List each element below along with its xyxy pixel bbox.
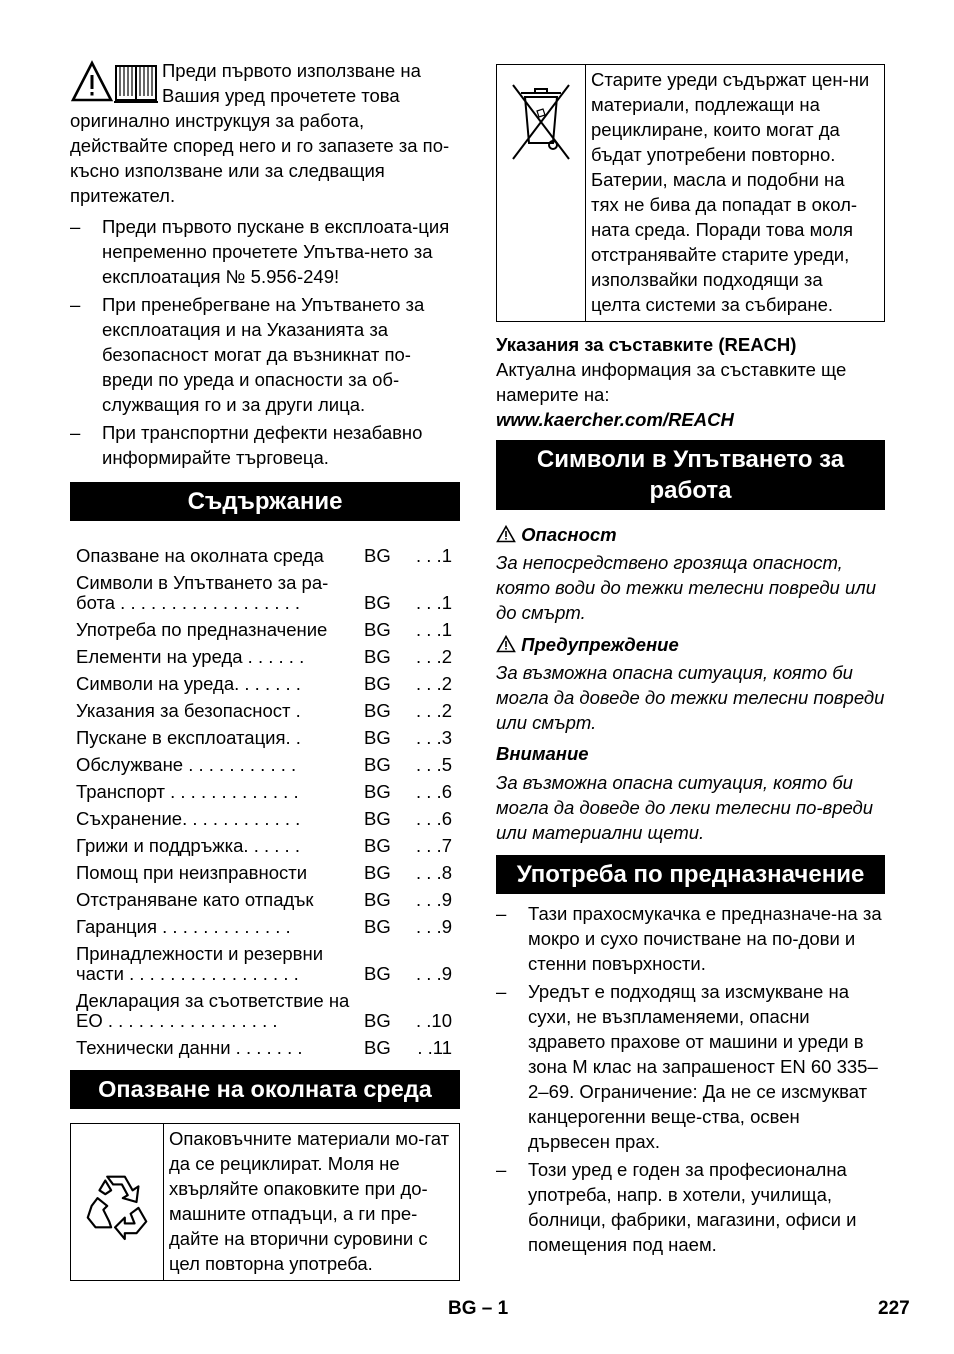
intro-section xyxy=(70,58,460,208)
toc-link[interactable]: Отстраняване като отпадък xyxy=(76,889,314,910)
toc-link[interactable]: Технически данни . . . . . . . xyxy=(76,1037,303,1058)
intro-bullets xyxy=(70,214,460,470)
footer-page-label: BG – 1 xyxy=(448,1298,509,1319)
toc-row: Отстраняване като отпадък BG . . .9 xyxy=(70,883,460,910)
toc-row: Опазване на околната среда BG . . .1 xyxy=(70,539,460,566)
weee-text: Старите уреди съдържат цен-ни материали, подлежащи на рециклиране, които могат да бъдат употребени повторно. Батерии, масла и подобни на тях не бива да попадат в окол-ната среда. Поради това моля отстранявайте старите уреди, използвайки подходящи за целта системи за събиране. xyxy=(591,69,870,315)
toc-link[interactable]: Пускане в експлоатация. . xyxy=(76,727,301,748)
warning-label: Предупреждение xyxy=(521,634,679,655)
toc-link[interactable]: Символи в Упътването за ра-бота . . . . . . . . . . . . . . . . . . xyxy=(76,572,329,613)
toc-link[interactable]: Грижи и поддръжка. . . . . . xyxy=(76,835,300,856)
toc-row: Помощ при неизправности BG . . .8 xyxy=(70,856,460,883)
warning-triangle-icon xyxy=(496,525,516,543)
toc-row: Символи в Упътването за ра-бота . . . . . . . . . . . . . . . . . . BG . . .1 xyxy=(70,566,460,613)
crossed-bin-icon xyxy=(497,65,586,321)
warning-block xyxy=(496,632,885,735)
caution-text: За възможна опасна ситуация, която би могла да доведе до леки телесни по-вреди или материални щети. xyxy=(496,772,874,843)
toc-row: Употреба по предназначение BG . . .1 xyxy=(70,613,460,640)
toc-row: Елементи на уреда . . . . . . BG . . .2 xyxy=(70,640,460,667)
toc-row: Грижи и поддръжка. . . . . . BG . . .7 xyxy=(70,829,460,856)
reach-text: Актуална информация за съставките ще намерите на: xyxy=(496,359,847,405)
reach-section xyxy=(496,332,885,432)
toc-link[interactable]: Указания за безопасност . xyxy=(76,700,301,721)
toc-row: Принадлежности и резервни части . . . . . . . . . . . . . . . . . BG . . .9 xyxy=(70,937,460,984)
list-item: – Този уред е годен за професионална употреба, напр. в хотели, училища, болници, фабрики, магазини, офиси и помещения под наем. xyxy=(496,1159,857,1255)
recycle-text: Опаковъчните материали мо-гат да се рециклират. Моля не хвърляйте опаковките при до-машните отпадъци, а ги пре-дайте на вторични суровини с цел повторна употреба. xyxy=(169,1128,450,1274)
toc-link[interactable]: Съхранение. . . . . . . . . . . . xyxy=(76,808,301,829)
toc-row: Технически данни . . . . . . . BG . .11 xyxy=(70,1031,460,1058)
intro-line-2: Вашия уред прочетете това xyxy=(162,85,400,106)
toc-row: Указания за безопасност . BG . . .2 xyxy=(70,694,460,721)
reach-url-link[interactable]: www.kaercher.com/REACH xyxy=(496,409,734,430)
intro-text: оригинално инструкцуя за работа, действайте според него и го запазете за по-късно използване или за следващия притежател. xyxy=(70,110,450,206)
manual-book-icon xyxy=(114,66,158,102)
footer-page-number: 227 xyxy=(878,1298,910,1319)
toc-link[interactable]: Транспорт . . . . . . . . . . . . . xyxy=(76,781,299,802)
usage-bullets xyxy=(496,901,885,1257)
table-of-contents xyxy=(70,539,460,1058)
toc-row: Транспорт . . . . . . . . . . . . . BG . . .6 xyxy=(70,775,460,802)
toc-row: Символи на уреда. . . . . . . BG . . .2 xyxy=(70,667,460,694)
left-column xyxy=(70,58,460,1281)
toc-link[interactable]: Употреба по предназначение xyxy=(76,619,328,640)
symbols-heading: Символи в Упътването за работа xyxy=(496,440,885,510)
list-item: – Преди първото пускане в експлоата-ция непременно прочетете Упътва-нето за експлоатация № 5.956-249! xyxy=(70,216,450,287)
recycle-icon xyxy=(71,1124,164,1280)
intro-line-1: Преди първото използване на xyxy=(162,60,421,81)
toc-row: Пускане в експлоатация. . BG . . .3 xyxy=(70,721,460,748)
toc-link[interactable]: Символи на уреда. . . . . . . xyxy=(76,673,301,694)
warning-text: За възможна опасна ситуация, която би могла да доведе до тежки телесни повреди или смърт. xyxy=(496,662,885,733)
toc-row: Гаранция . . . . . . . . . . . . . BG . . .9 xyxy=(70,910,460,937)
list-item: – При пренебрегване на Упътването за експлоатация и на Указанията за безопасност могат да възникнат по-вреди по уреда и опасности за об-служващия го и за други лица. xyxy=(70,294,425,415)
toc-row: Обслужване . . . . . . . . . . . BG . . .5 xyxy=(70,748,460,775)
toc-link[interactable]: Помощ при неизправности xyxy=(76,862,308,883)
caution-block xyxy=(496,741,885,845)
warning-and-manual-icons xyxy=(70,60,162,106)
toc-link[interactable]: Принадлежности и резервни части . . . . . . . . . . . . . . . . . xyxy=(76,943,324,984)
list-item: – При транспортни дефекти незабавно информирайте търговеца. xyxy=(70,422,423,468)
toc-link[interactable]: Гаранция . . . . . . . . . . . . . xyxy=(76,916,291,937)
caution-label: Внимание xyxy=(496,743,589,764)
recycle-box xyxy=(70,1123,460,1281)
right-column xyxy=(496,64,885,1257)
usage-heading: Употреба по предназначение xyxy=(496,855,885,894)
toc-link[interactable]: Елементи на уреда . . . . . . xyxy=(76,646,305,667)
warning-triangle-icon xyxy=(496,635,516,653)
environment-heading: Опазване на околната среда xyxy=(70,1070,460,1109)
danger-text: За непосредствено грозяща опасност, която води до тежки телесни повреди или до смърт. xyxy=(496,552,876,623)
weee-box xyxy=(496,64,885,322)
toc-row: Съхранение. . . . . . . . . . . . BG . . .6 xyxy=(70,802,460,829)
toc-link[interactable]: Обслужване . . . . . . . . . . . xyxy=(76,754,297,775)
toc-link[interactable]: Опазване на околната среда xyxy=(76,545,324,566)
toc-row: Декларация за съответствие на ЕО . . . . . . . . . . . . . . . . . BG . .10 xyxy=(70,984,460,1031)
list-item: – Уредът е подходящ за изсмукване на сухи, не възпламеняеми, опасни здравето прахове от машини и уреди в зона М клас на запрашеност EN 60 335–2–69. Ограничение: Да не се изсмукват канцерогенни веще-ства, освен дървесен прах. xyxy=(496,981,878,1152)
reach-title: Указания за съставките (REACH) xyxy=(496,334,797,355)
warning-triangle-icon xyxy=(70,60,162,104)
list-item: – Тази прахосмукачка е предназначе-на за мокро и сухо почистване на по-дови и стенни повърхности. xyxy=(496,903,882,974)
toc-link[interactable]: Декларация за съответствие на ЕО . . . . . . . . . . . . . . . . . xyxy=(76,990,350,1031)
danger-label: Опасност xyxy=(521,524,617,545)
danger-block xyxy=(496,522,885,625)
toc-heading: Съдържание xyxy=(70,482,460,521)
